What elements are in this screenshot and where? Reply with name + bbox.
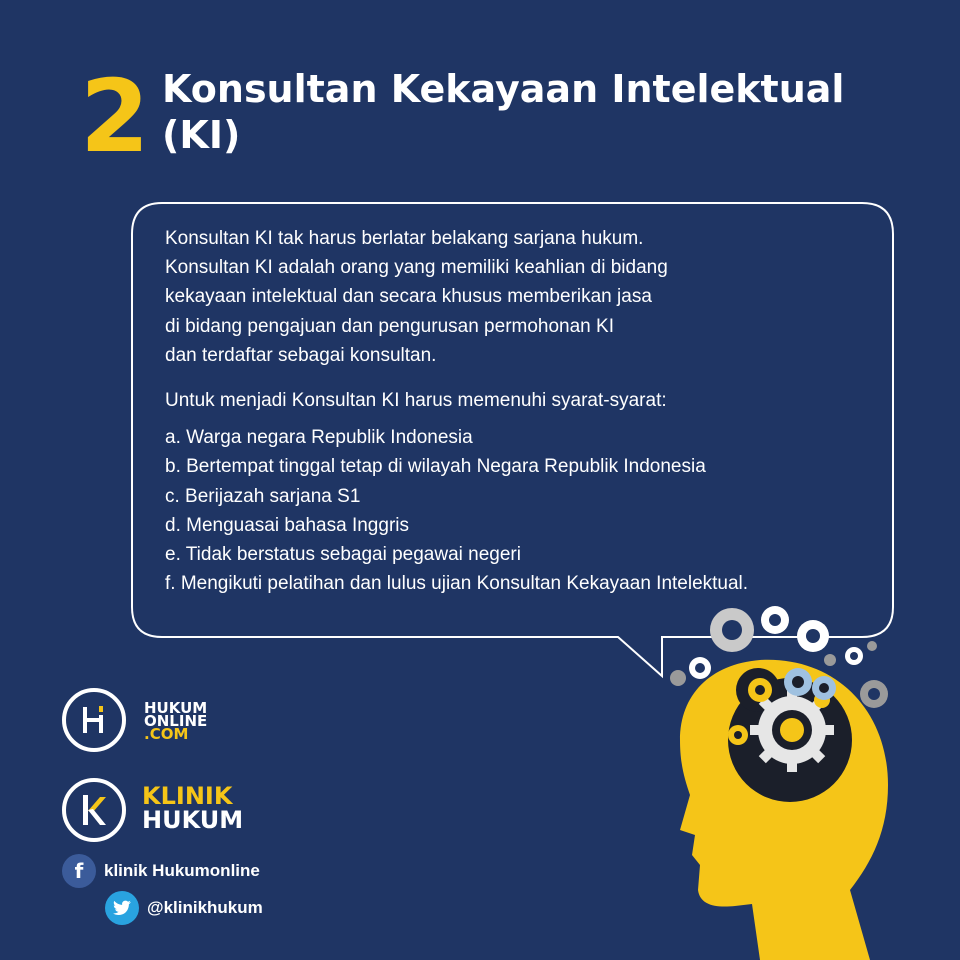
title-line-2: (KI) [162, 113, 241, 157]
hukumonline-line1: HUKUM [144, 699, 208, 717]
klinik-hukum-line1: KLINIK [142, 782, 233, 810]
list-item: c. Berijazah sarjana S1 [165, 485, 361, 507]
klinik-hukum-wordmark [142, 784, 243, 832]
hukumonline-wordmark [144, 699, 208, 743]
head-gears-illustration [640, 590, 940, 960]
intro-line: dan terdaftar sebagai konsultan. [165, 344, 437, 366]
facebook-label: klinik Hukumonline [104, 861, 260, 880]
hukumonline-line3: .COM [144, 725, 189, 743]
list-item: a. Warga negara Republik Indonesia [165, 427, 473, 449]
list-item: f. Mengikuti pelatihan dan lulus ujian Konsultan Kekayaan Intelektual. [165, 573, 749, 595]
requirements-list [165, 423, 865, 598]
facebook-icon: f [62, 854, 96, 888]
bubble-content [165, 224, 865, 598]
hukumonline-logo-icon [62, 688, 126, 752]
twitter-icon [105, 891, 139, 925]
gear-icon [710, 608, 754, 652]
intro-line: Konsultan KI tak harus berlatar belakang sarjana hukum. [165, 228, 644, 249]
twitter-link[interactable] [105, 891, 263, 925]
list-item: e. Tidak berstatus sebagai pegawai negeri [165, 544, 521, 566]
hukumonline-line2: ONLINE [144, 712, 208, 730]
list-item: b. Bertempat tinggal tetap di wilayah Negara Republik Indonesia [165, 456, 706, 478]
list-item: d. Menguasai bahasa Inggris [165, 514, 409, 536]
intro-line: Konsultan KI adalah orang yang memiliki keahlian di bidang [165, 257, 668, 279]
intro-line: di bidang pengajuan dan pengurusan permohonan KI [165, 315, 614, 337]
facebook-link[interactable] [62, 854, 260, 888]
requirements-heading: Untuk menjadi Konsultan KI harus memenuhi syarat-syarat: [165, 390, 667, 412]
twitter-label: @klinikhukum [147, 898, 263, 917]
section-number: 2 [80, 58, 150, 175]
intro-line: kekayaan intelektual dan secara khusus memberikan jasa [165, 286, 652, 308]
klinik-hukum-line2: HUKUM [142, 806, 244, 834]
klinik-hukum-logo-icon [62, 778, 126, 842]
title-line-1: Konsultan Kekayaan Intelektual [162, 67, 845, 111]
intro-paragraph [165, 224, 865, 370]
